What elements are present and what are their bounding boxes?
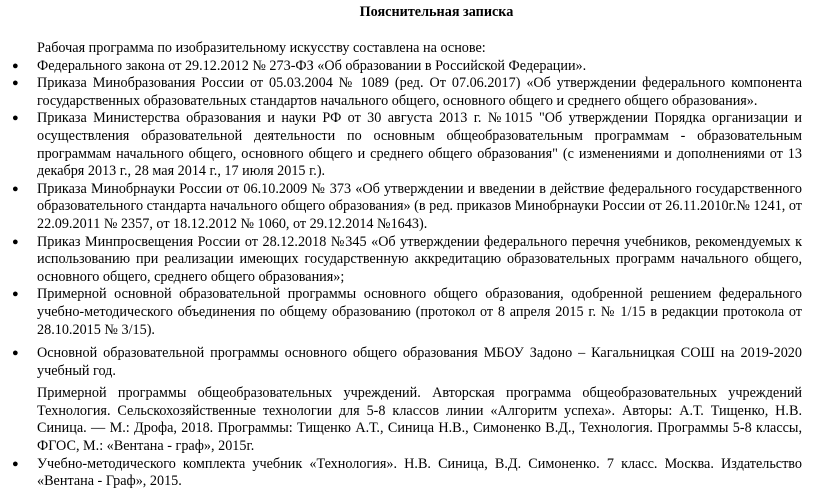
list-item: [12, 233, 802, 287]
bullet-icon: ●: [12, 59, 19, 72]
document-title: Пояснительная записка: [359, 4, 514, 20]
list-item: [12, 110, 802, 180]
bullet-icon: ●: [12, 347, 19, 360]
list-item-text: Приказ Минпросвещения России от 28.12.2018 №345 «Об утверждении федерального перечня учебников, рекомендуемых к использованию при реализации имеющих государственную аккредитацию образовательных программ начального общего, основного общего, среднего общего образования»;: [37, 233, 802, 285]
bullet-icon: ●: [12, 112, 19, 125]
list-item: [12, 57, 802, 76]
list-item-text: Федерального закона от 29.12.2012 № 273-ФЗ «Об образовании в Российской Федерации».: [37, 57, 587, 74]
list-item: [12, 455, 802, 491]
list-item-text: Приказа Министерства образования и науки РФ от 30 августа 2013 г. №1015 "Об утверждении Порядка организации и осуществления образовательной деятельности по основным общеобразовательным программам - образовательным программам начального общего, основного общего и среднего общего образования" (с изменениями и дополнениями от 13 декабря 2013 г., 28 мая 2014 г., 17 июля 2015 г.).: [37, 110, 802, 180]
list-item: [12, 286, 802, 339]
list-item: [12, 180, 802, 234]
document-page: [0, 4, 816, 490]
list-item-text: Примерной основной образовательной программы основного общего образования, одобренной решением федерального учебно-методического объединения по общему образованию (протокол от 8 апреля 2015 г. № 1/15 в редакции протокола от 28.10.2015 № 3/15).: [37, 286, 802, 338]
textbook-list: [12, 455, 802, 491]
list-item: [12, 345, 802, 380]
list-item-text: Приказа Минобрнауки России от 06.10.2009 № 373 «Об утверждении и введении в действие федерального государственного образовательного стандарта начального общего образования» (в ред. приказов Минобрнауки России от 26.11.2010г.№ 1241, от 22.09.2011 № 2357, от 18.12.2012 № 1060, от 29.12.2014 №1643).: [37, 180, 802, 232]
list-item-text: Основной образовательной программы основного общего образования МБОУ Задоно – Кагальницкая СОШ на 2019-2020 учебный год.: [37, 345, 802, 379]
intro-line: Рабочая программа по изобразительному искусству составлена на основе:: [37, 40, 486, 56]
basis-list: [12, 57, 802, 381]
list-item-text: Приказа Минобразования России от 05.03.2004 № 1089 (ред. От 07.06.2017) «Об утверждении федерального компонента государственных образовательных стандартов начального общего, основного общего и среднего общего образования».: [37, 75, 802, 109]
bullet-icon: ●: [12, 235, 19, 248]
bullet-icon: ●: [12, 182, 19, 195]
program-paragraph: Примерной программы общеобразовательных учреждений. Авторская программа общеобразовательных учреждений Технология. Сельскохозяйственные технологии для 5-8 классов линии «Алгоритм успеха». Авторы: А.Т. Тищенко, Н.В. Синица. — М.: Дрофа, 2018. Программы: Тищенко А.Т., Синица Н.В., Симоненко В.Д., Технология. Программы 5-8 классы, ФГОС, М.: «Вентана - граф», 2015г.: [37, 385, 802, 455]
bullet-icon: ●: [12, 288, 19, 301]
bullet-icon: ●: [12, 77, 19, 90]
list-item: [12, 75, 802, 110]
bullet-icon: ●: [12, 457, 19, 470]
list-item-text: Учебно-методического комплекта учебник «Технология». Н.В. Синица, В.Д. Симоненко. 7 класс. Москва. Издательство «Вентана - Граф», 2015.: [37, 455, 802, 490]
